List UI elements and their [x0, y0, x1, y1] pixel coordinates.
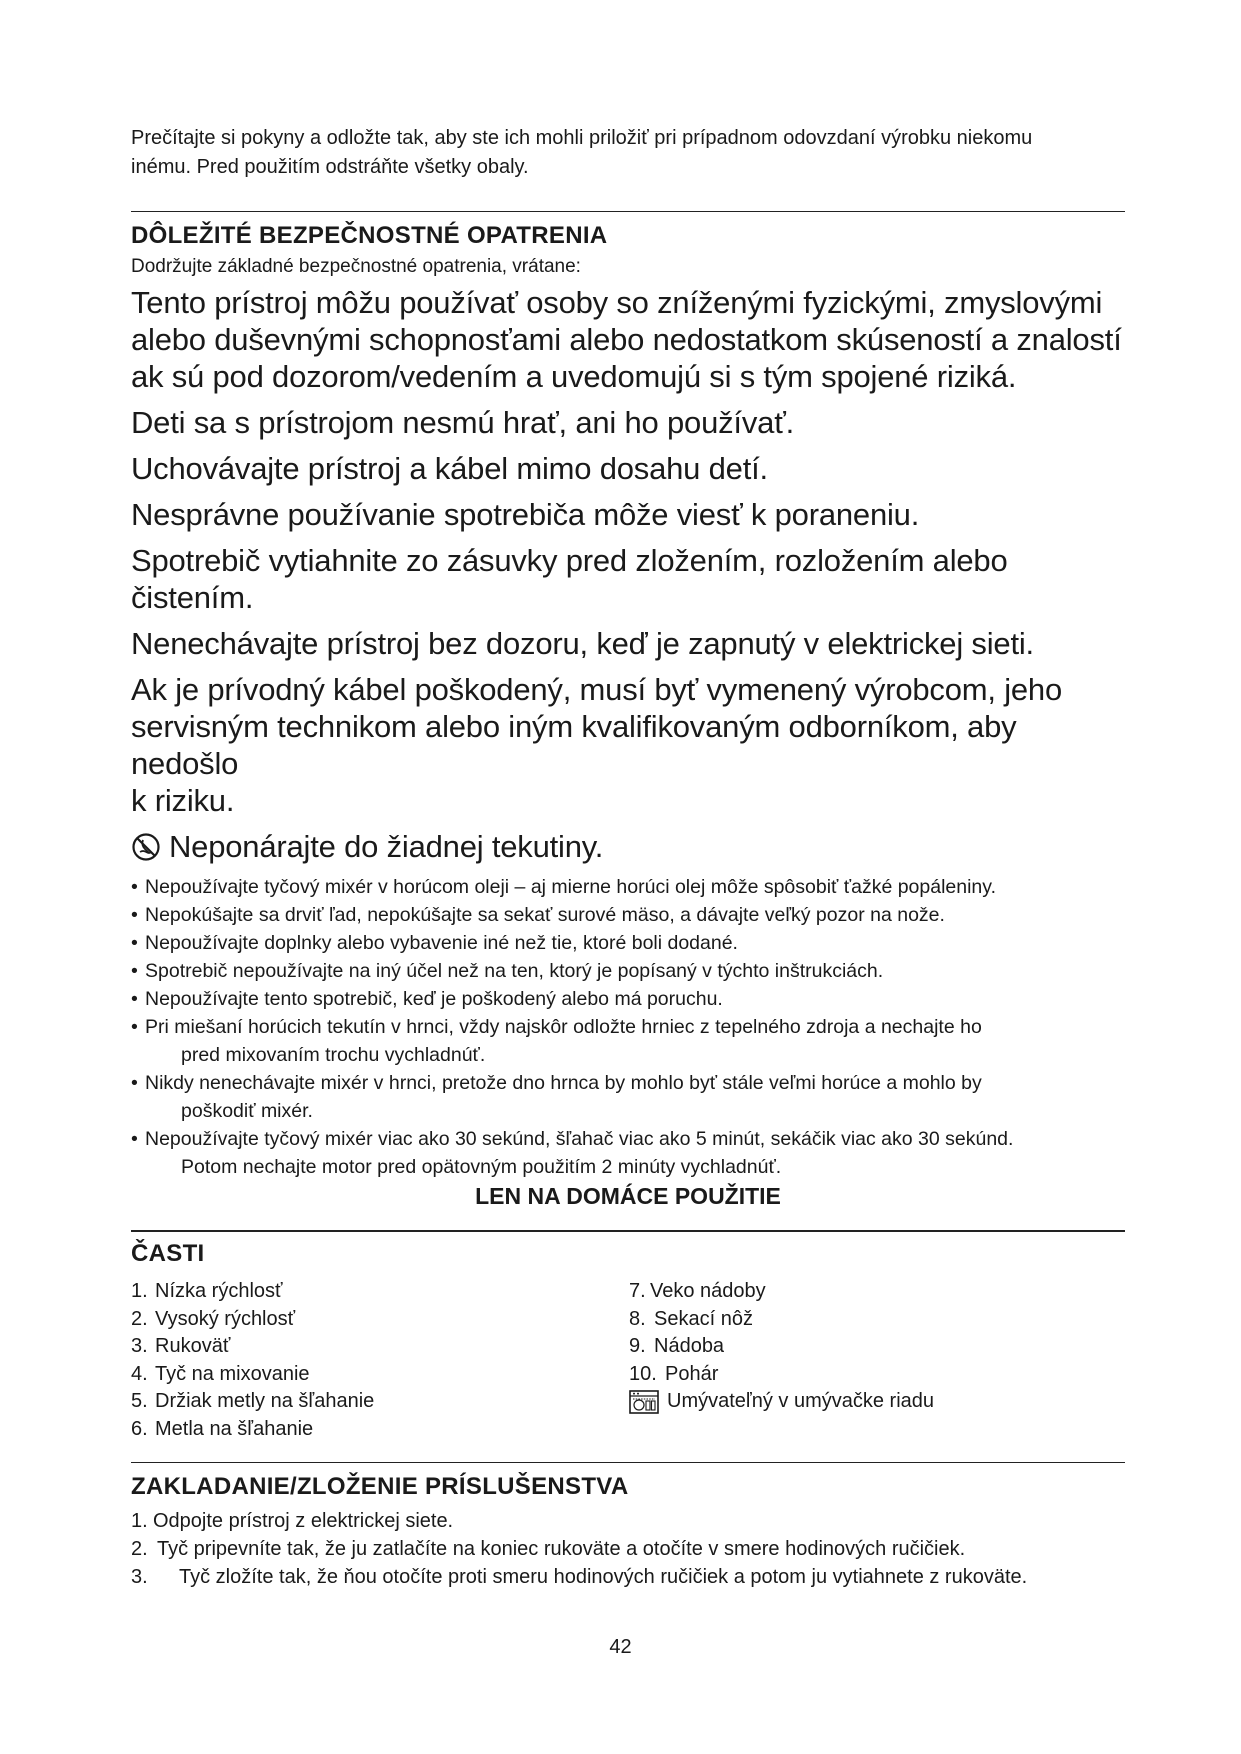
item-label: Veko nádoby: [650, 1280, 766, 1302]
parts-heading: ČASTI: [131, 1240, 205, 1267]
home-use-only: LEN NA DOMÁCE POUŽITIE: [475, 1183, 781, 1209]
dishwasher-icon: [629, 1390, 659, 1414]
item-label: Sekací nôž: [654, 1307, 753, 1330]
item-number: 9.: [629, 1335, 646, 1357]
safety-bullets: [131, 873, 1125, 1181]
divider: [131, 211, 1125, 212]
item-number: 4.: [131, 1362, 148, 1385]
warning-line: Ak je prívodný kábel poškodený, musí byť vymenený výrobcom, jeho: [131, 672, 1063, 707]
list-item: [131, 1563, 1125, 1591]
divider: [131, 1462, 1125, 1463]
assembly-steps: [131, 1507, 1125, 1591]
warning-line: alebo duševnými schopnosťami alebo nedostatkom skúseností a znalostí: [131, 322, 1122, 357]
step-number: 1.: [131, 1510, 148, 1532]
safety-heading: DÔLEŽITÉ BEZPEČNOSTNÉ OPATRENIA: [131, 222, 608, 249]
warning-misuse: Nesprávne používanie spotrebiča môže viesť k poraneniu.: [131, 497, 920, 532]
warning-line: ak sú pod dozorom/vedením a uvedomujú si s tým spojené riziká.: [131, 359, 1017, 394]
list-item: [131, 1125, 1125, 1181]
intro-text: [131, 124, 1125, 182]
parts-list: [131, 1278, 1125, 1443]
item-label: Rukoväť: [155, 1335, 231, 1357]
list-item: [131, 1069, 1125, 1125]
item-label: Nízka rýchlosť: [155, 1280, 283, 1302]
bullet-text: Nepoužívajte tyčový mixér viac ako 30 sekúnd, šľahač viac ako 5 minút, sekáčik viac ako 30 sekúnd.: [145, 1128, 1014, 1150]
item-label: Vysoký rýchlosť: [155, 1307, 296, 1330]
warning-children: Deti sa s prístrojom nesmú hrať, ani ho používať.: [131, 405, 795, 440]
list-item: [131, 1535, 1125, 1563]
no-immerse-text: Neponárajte do žiadnej tekutiny.: [169, 829, 604, 864]
list-item: [131, 1013, 1125, 1069]
list-item: [131, 1306, 629, 1334]
parts-column-left: [131, 1278, 629, 1443]
item-label: Držiak metly na šľahanie: [155, 1390, 375, 1412]
dishwasher-text: Umývateľný v umývačke riadu: [667, 1390, 935, 1412]
item-number: 5.: [131, 1390, 148, 1412]
bullet-text: Nepokúšajte sa drviť ľad, nepokúšajte sa sekať surové mäso, a dávajte veľký pozor na nože.: [145, 904, 945, 926]
item-number: 7.: [629, 1280, 646, 1302]
warning-supervision: [131, 284, 1125, 395]
step-number: 3.: [131, 1566, 148, 1588]
list-item: [131, 1507, 1125, 1535]
list-item: [131, 1388, 629, 1416]
bullet-text: Nepoužívajte doplnky alebo vybavenie iné než tie, ktoré boli dodané.: [145, 932, 738, 954]
manual-page: [131, 124, 1125, 1591]
item-label: Nádoba: [654, 1335, 725, 1357]
warning-cable: [131, 671, 1125, 819]
safety-subheading: Dodržujte základné bezpečnostné opatrenia, vrátane:: [131, 256, 581, 277]
list-item: [131, 901, 1125, 929]
bullet-continuation: pred mixovaním trochu vychladnúť.: [181, 1044, 486, 1066]
list-item: [629, 1278, 934, 1306]
warning-reach: Uchovávajte prístroj a kábel mimo dosahu detí.: [131, 451, 768, 486]
assembly-heading: ZAKLADANIE/ZLOŽENIE PRÍSLUŠENSTVA: [131, 1473, 629, 1500]
step-text: Odpojte prístroj z elektrickej siete.: [153, 1510, 454, 1532]
item-label: Pohár: [665, 1362, 719, 1385]
warning-unattended: Nenechávajte prístroj bez dozoru, keď je zapnutý v elektrickej sieti.: [131, 626, 1034, 661]
bullet-text: Spotrebič nepoužívajte na iný účel než na ten, ktorý je popísaný v týchto inštrukciách.: [145, 960, 884, 982]
list-item: [629, 1306, 934, 1334]
list-item: [131, 1416, 629, 1444]
list-item: [131, 957, 1125, 985]
list-item: [131, 1361, 629, 1389]
bullet-text: Nepoužívajte tyčový mixér v horúcom oleji – aj mierne horúci olej môže spôsobiť ťažké popáleniny.: [145, 876, 997, 898]
warning-unplug: Spotrebič vytiahnite zo zásuvky pred zložením, rozložením alebo čistením.: [131, 543, 1008, 615]
divider: [131, 1230, 1125, 1232]
page-number: 42: [609, 1636, 632, 1658]
list-item: [131, 929, 1125, 957]
intro-line-1: Prečítajte si pokyny a odložte tak, aby ste ich mohli priložiť pri prípadnom odovzdaní výrobku niekomu: [131, 127, 1033, 149]
item-number: 6.: [131, 1417, 148, 1440]
bullet-continuation: poškodiť mixér.: [181, 1100, 313, 1122]
warning-line: k riziku.: [131, 783, 235, 818]
step-text: Tyč pripevníte tak, že ju zatlačíte na koniec rukoväte a otočíte v smere hodinových ručičiek.: [157, 1538, 966, 1560]
parts-column-right: [629, 1278, 934, 1443]
item-number: 1.: [131, 1280, 148, 1302]
bullet-text: Pri miešaní horúcich tekutín v hrnci, vždy najskôr odložte hrniec z tepelného zdroja a nechajte ho: [145, 1016, 982, 1038]
warning-no-immerse: [131, 828, 1125, 865]
list-item: [131, 1333, 629, 1361]
list-item: [131, 873, 1125, 901]
item-label: Metla na šľahanie: [155, 1417, 314, 1440]
no-immersion-icon: [131, 832, 161, 862]
dishwasher-note: [629, 1388, 934, 1416]
bullet-continuation: Potom nechajte motor pred opätovným použitím 2 minúty vychladnúť.: [181, 1156, 782, 1178]
safety-warnings: [131, 284, 1125, 865]
list-item: [629, 1361, 934, 1389]
intro-line-2: inému. Pred použitím odstráňte všetky obaly.: [131, 156, 529, 178]
item-number: 10.: [629, 1362, 657, 1385]
bullet-text: Nepoužívajte tento spotrebič, keď je poškodený alebo má poruchu.: [145, 988, 723, 1010]
step-text: Tyč zložíte tak, že ňou otočíte proti smeru hodinových ručičiek a potom ju vytiahnete z rukoväte.: [179, 1566, 1028, 1588]
item-number: 8.: [629, 1307, 646, 1330]
step-number: 2.: [131, 1538, 148, 1560]
list-item: [131, 985, 1125, 1013]
item-number: 3.: [131, 1335, 148, 1357]
item-number: 2.: [131, 1307, 148, 1330]
warning-line: servisným technikom alebo iným kvalifikovaným odborníkom, aby nedošlo: [131, 709, 1017, 781]
warning-line: Tento prístroj môžu používať osoby so zníženými fyzickými, zmyslovými: [131, 285, 1103, 320]
list-item: [629, 1333, 934, 1361]
list-item: [131, 1278, 629, 1306]
bullet-text: Nikdy nenechávajte mixér v hrnci, pretože dno hrnca by mohlo byť stále veľmi horúce a mohlo by: [145, 1072, 982, 1094]
item-label: Tyč na mixovanie: [155, 1362, 310, 1385]
